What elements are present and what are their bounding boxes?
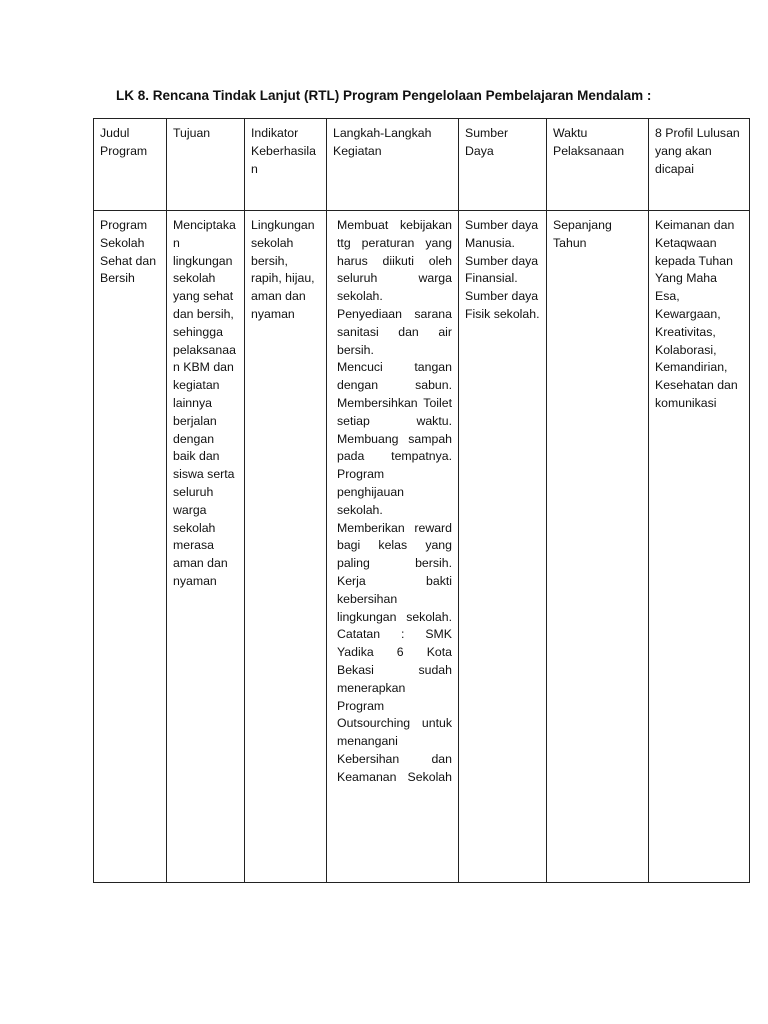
langkah-item: Mencuci tangan dengan sabun. xyxy=(337,360,452,393)
cell-waktu-pelaksanaan: Sepanjang Tahun xyxy=(547,211,649,883)
langkah-item: Penyediaan sarana sanitasi dan air bersih. xyxy=(337,306,452,357)
header-judul-program: Judul Program xyxy=(94,119,167,211)
langkah-item: Membuat kebijakan ttg peraturan yang harus diikuti oleh seluruh warga sekolah. xyxy=(337,218,452,304)
langkah-item: Program penghijauan sekolah. xyxy=(337,467,405,517)
langkah-item: Membuang sampah pada tempatnya. xyxy=(337,431,452,464)
cell-indikator: Lingkungan sekolah bersih, rapih, hijau, aman dan nyaman xyxy=(245,211,327,883)
rtl-table xyxy=(93,118,750,883)
header-tujuan: Tujuan xyxy=(167,119,245,211)
langkah-item: Memberikan reward bagi kelas yang paling bersih. xyxy=(337,520,452,571)
cell-profil-lulusan: Keimanan dan Ketaqwaan kepada Tuhan Yang Maha Esa, Kewargaan, Kreativitas, Kolaborasi, Kemandirian, Kesehatan dan komunikasi xyxy=(649,211,750,883)
header-sumber-daya: Sumber Daya xyxy=(459,119,547,211)
header-waktu-pelaksanaan: Waktu Pelaksanaan xyxy=(547,119,649,211)
header-langkah-kegiatan: Langkah-Langkah Kegiatan xyxy=(327,119,459,211)
cell-judul-program: Program Sekolah Sehat dan Bersih xyxy=(94,211,167,883)
table-header-row xyxy=(94,119,750,211)
langkah-item: Catatan : SMK Yadika 6 Kota Bekasi sudah menerapkan Program Outsourching untuk menangani Kebersihan dan Keamanan Sekolah xyxy=(337,627,452,784)
document-title: LK 8. Rencana Tindak Lanjut (RTL) Program Pengelolaan Pembelajaran Mendalam : xyxy=(116,88,652,103)
cell-tujuan: Menciptakan lingkungan sekolah yang sehat dan bersih, sehingga pelaksanaan KBM dan kegiatan lainnya berjalan dengan baik dan siswa serta seluruh warga sekolah merasa aman dan nyaman xyxy=(167,211,245,883)
langkah-item: Membersihkan Toilet setiap waktu. xyxy=(337,395,452,428)
header-profil-lulusan: 8 Profil Lulusan yang akan dicapai xyxy=(649,119,750,211)
header-indikator-keberhasilan: Indikator Keberhasilan xyxy=(245,119,327,211)
cell-sumber-daya: Sumber daya Manusia. Sumber daya Finansial. Sumber daya Fisik sekolah. xyxy=(459,211,547,883)
table-row xyxy=(94,211,750,883)
cell-langkah-kegiatan xyxy=(327,211,459,883)
langkah-item: Kerja bakti kebersihan lingkungan sekolah. xyxy=(337,573,452,624)
